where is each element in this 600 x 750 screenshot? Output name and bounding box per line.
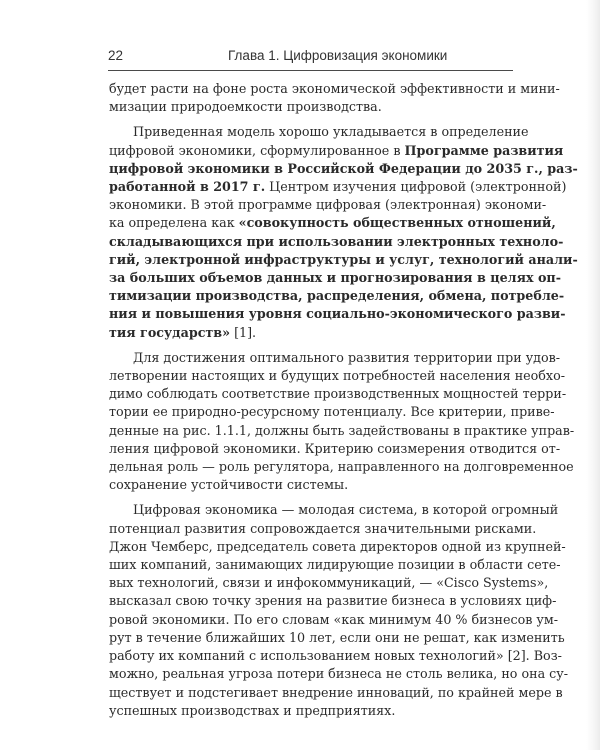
text-run: цифровой экономики, сформулированное в: [109, 142, 405, 158]
text-run: высказал свою точку зрения на развитие бизнеса в условиях циф-: [109, 593, 557, 609]
paragraph: [109, 80, 560, 116]
bold-run: ния и повышения уровня социально-экономического разви-: [109, 306, 566, 322]
page-edge-shadow: [586, 0, 600, 750]
bold-run: складывающихся при использовании электронных техноло-: [109, 233, 564, 249]
paragraph: [109, 123, 578, 341]
text-line: [109, 556, 561, 574]
text-run: тории ее природно-ресурсному потенциалу. Все критерии, приве-: [109, 404, 555, 420]
text-line: [109, 476, 513, 494]
text-run: ка определена как: [109, 215, 239, 231]
text-run: вых технологий, связи и инфокоммуникаций, — «Cisco Systems»,: [109, 575, 549, 591]
text-line: [109, 98, 513, 116]
text-run: успешных производствах и предприятиях.: [109, 702, 396, 718]
text-line: [109, 233, 564, 251]
page-number: 22: [108, 48, 124, 63]
text-line: [109, 349, 561, 367]
text-run: дельная роль — роль регулятора, направленного на долговременное: [109, 459, 574, 475]
text-run: ровой экономики. По его словам «как минимум 40 % бизнесов ум-: [109, 611, 559, 627]
text-line: [109, 196, 547, 214]
text-line: [109, 611, 559, 629]
text-line: [109, 574, 549, 592]
text-line: [109, 422, 575, 440]
text-run: Джон Чемберс, председатель совета директоров одной из крупней-: [109, 538, 566, 554]
text-line: [109, 142, 564, 160]
text-line: [109, 403, 555, 421]
body-text: [109, 80, 578, 720]
page-header: [108, 48, 513, 71]
text-run: ществует и подстегивает внедрение инноваций, по крайней мере в: [109, 684, 563, 700]
text-line: [109, 305, 566, 323]
text-run: рут в течение ближайших 10 лет, если они не решат, как изменить: [109, 629, 565, 645]
text-line: [109, 684, 563, 702]
bold-run: гий, электронной инфраструктуры и услуг, технологий анали-: [109, 251, 578, 267]
text-run: димо соблюдать соответствие производственных мощностей терри-: [109, 386, 567, 402]
text-line: [109, 385, 567, 403]
paragraph: [109, 349, 575, 495]
text-run: летворении настоящих и будущих потребностей населения необхо-: [109, 368, 566, 384]
text-line: [109, 501, 559, 519]
text-run: экономики. В этой программе цифровая (электронная) экономи-: [109, 197, 547, 213]
text-run: потенциал развития сопровождается значительными рисками.: [109, 520, 537, 536]
text-line: [109, 80, 560, 98]
bold-run: тия государств»: [109, 324, 231, 340]
text-line: [109, 123, 529, 141]
text-line: [109, 214, 556, 232]
text-line: [109, 251, 578, 269]
text-run: Приведенная модель хорошо укладывается в определение: [133, 124, 529, 140]
bold-run: «совокупность общественных отношений,: [238, 215, 556, 231]
text-line: [109, 538, 566, 556]
text-run: работу их компаний с использованием новых технологий» [2]. Воз-: [109, 648, 562, 664]
text-line: [109, 178, 567, 196]
bold-run: тимизации производства, распределения, обмена, потребле-: [109, 288, 565, 304]
text-line: [109, 324, 513, 342]
bold-run: цифровой экономики в Российской Федерации до 2035 г., раз-: [109, 160, 578, 176]
text-run: Цифровая экономика — молодая система, в которой огромный: [133, 502, 559, 518]
bold-run: Программе развития: [404, 142, 564, 158]
text-line: [109, 665, 569, 683]
text-run: ших компаний, занимающих лидирующие позиции в области сете-: [109, 557, 561, 573]
text-run: Для достижения оптимального развития территории при удов-: [133, 349, 561, 365]
text-line: [109, 702, 513, 720]
text-line: [109, 592, 557, 610]
text-run: мизации природоемкости производства.: [109, 99, 382, 115]
text-line: [109, 160, 578, 178]
bold-run: работанной в 2017 г.: [109, 179, 266, 195]
text-run: можно, реальная угроза потери бизнеса не столь велика, но она су-: [109, 666, 569, 682]
text-run: сохранение устойчивости системы.: [109, 477, 349, 493]
text-line: [109, 440, 561, 458]
text-line: [109, 367, 566, 385]
text-run: [1].: [230, 324, 257, 340]
text-run: ления цифровой экономики. Критерию соизмерения отводится от-: [109, 440, 561, 456]
text-line: [109, 647, 562, 665]
running-title: Глава 1. Цифровизация экономики: [228, 48, 448, 63]
text-run: денные на рис. 1.1.1, должны быть задействованы в практике управ-: [109, 422, 575, 438]
text-line: [109, 269, 561, 287]
text-line: [109, 458, 574, 476]
bold-run: за больших объемов данных и прогнозирования в целях оп-: [109, 270, 561, 286]
text-line: [109, 287, 565, 305]
text-run: будет расти на фоне роста экономической эффективности и мини-: [109, 81, 560, 96]
text-run: Центром изучения цифровой (электронной): [265, 179, 567, 195]
paragraph: [109, 501, 569, 719]
text-line: [109, 629, 565, 647]
text-line: [109, 520, 537, 538]
